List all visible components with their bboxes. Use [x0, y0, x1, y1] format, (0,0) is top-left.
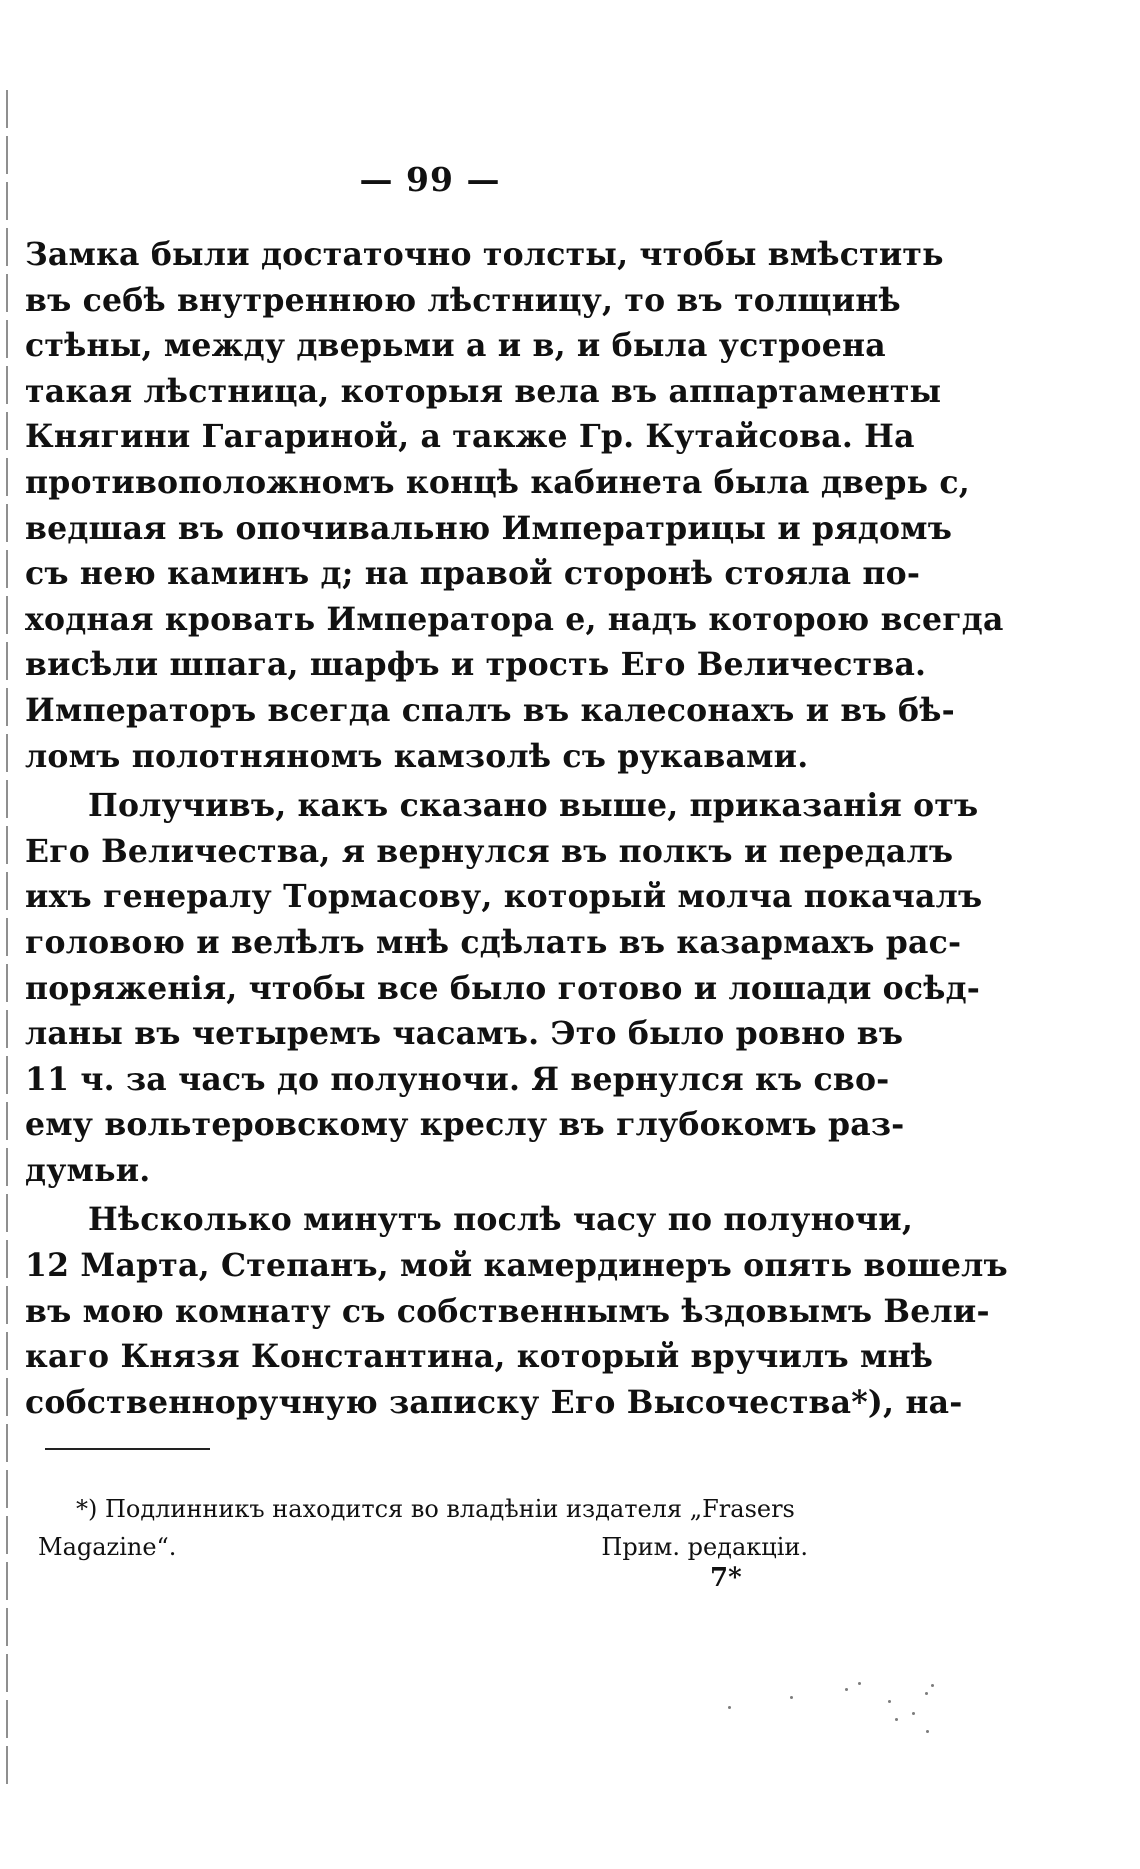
text-line: ведшая въ опочивальню Императрицы и рядомъ — [25, 509, 953, 547]
footnote — [38, 1490, 838, 1566]
page-number: — 99 — — [359, 160, 501, 199]
page-edge-shadow — [6, 90, 8, 1790]
scan-speck — [926, 1730, 929, 1733]
text-line: такая лѣстница, которыя вела въ аппартаменты — [25, 372, 942, 410]
text-line: въ себѣ внутреннюю лѣстницу, то въ толщинѣ — [25, 281, 901, 319]
footnote-editor-note: Прим. редакціи. — [601, 1533, 808, 1561]
text-line: каго Князя Константина, который вручилъ мнѣ — [25, 1338, 934, 1376]
text-line: стѣны, между дверьми а и в, и была устроена — [25, 327, 886, 365]
text-line: ходная кровать Императора е, надъ которою всегда — [25, 600, 1004, 638]
text-line: въ мою комнату съ собственнымъ ѣздовымъ Вели- — [25, 1292, 990, 1330]
text-line: противоположномъ концѣ кабинета была дверь с, — [25, 463, 970, 501]
text-line: Получивъ, какъ сказано выше, приказанія отъ — [88, 787, 979, 825]
signature-mark: 7* — [710, 1563, 742, 1593]
text-line: ихъ генералу Тормасову, который молча покачалъ — [25, 878, 983, 916]
text-line: Замка были достаточно толсты, чтобы вмѣстить — [25, 236, 944, 273]
scan-speck — [931, 1684, 934, 1687]
text-line: ланы въ четыремъ часамъ. Это было ровно въ — [25, 1015, 904, 1053]
text-line: 11 ч. за часъ до полуночи. Я вернулся къ сво- — [25, 1060, 890, 1098]
scan-speck — [790, 1696, 793, 1699]
scan-speck — [895, 1718, 898, 1721]
text-line: головою и велѣлъ мнѣ сдѣлать въ казармахъ рас- — [25, 923, 962, 961]
footnote-magazine: Magazine“. — [38, 1533, 177, 1561]
text-line: съ нею каминъ д; на правой сторонѣ стояла по- — [25, 555, 921, 593]
scan-speck — [728, 1706, 731, 1709]
text-line: 12 Марта, Степанъ, мой камердинеръ опять вошелъ — [25, 1247, 1008, 1285]
text-line: поряженія, чтобы все было готово и лошади осѣд- — [25, 969, 981, 1007]
text-line: Нѣсколько минутъ послѣ часу по полуночи, — [88, 1201, 914, 1239]
footnote-line: *) Подлинникъ находится во владѣніи издателя „Frasers — [76, 1495, 795, 1523]
body-text — [25, 232, 1008, 1425]
text-line: Императоръ всегда спалъ въ калесонахъ и въ бѣ- — [25, 691, 955, 729]
footnote-divider — [45, 1448, 210, 1450]
text-line: Его Величества, я вернулся въ полкъ и передалъ — [25, 832, 954, 870]
text-line: думьи. — [25, 1151, 151, 1189]
scan-speck — [858, 1682, 861, 1685]
footnote-line — [38, 1528, 838, 1566]
text-line: ему вольтеровскому креслу въ глубокомъ раз- — [25, 1106, 905, 1144]
text-line: собственноручную записку Его Высочества*), на- — [25, 1383, 963, 1421]
text-line: Княгини Гагариной, а также Гр. Кутайсова. На — [25, 418, 915, 456]
text-line: ломъ полотняномъ камзолѣ съ рукавами. — [25, 737, 809, 775]
scan-speck — [925, 1692, 928, 1695]
scan-speck — [888, 1700, 891, 1703]
scan-speck — [845, 1688, 848, 1691]
scan-speck — [912, 1712, 915, 1715]
text-line: висѣли шпага, шарфъ и трость Его Величества. — [25, 646, 927, 684]
